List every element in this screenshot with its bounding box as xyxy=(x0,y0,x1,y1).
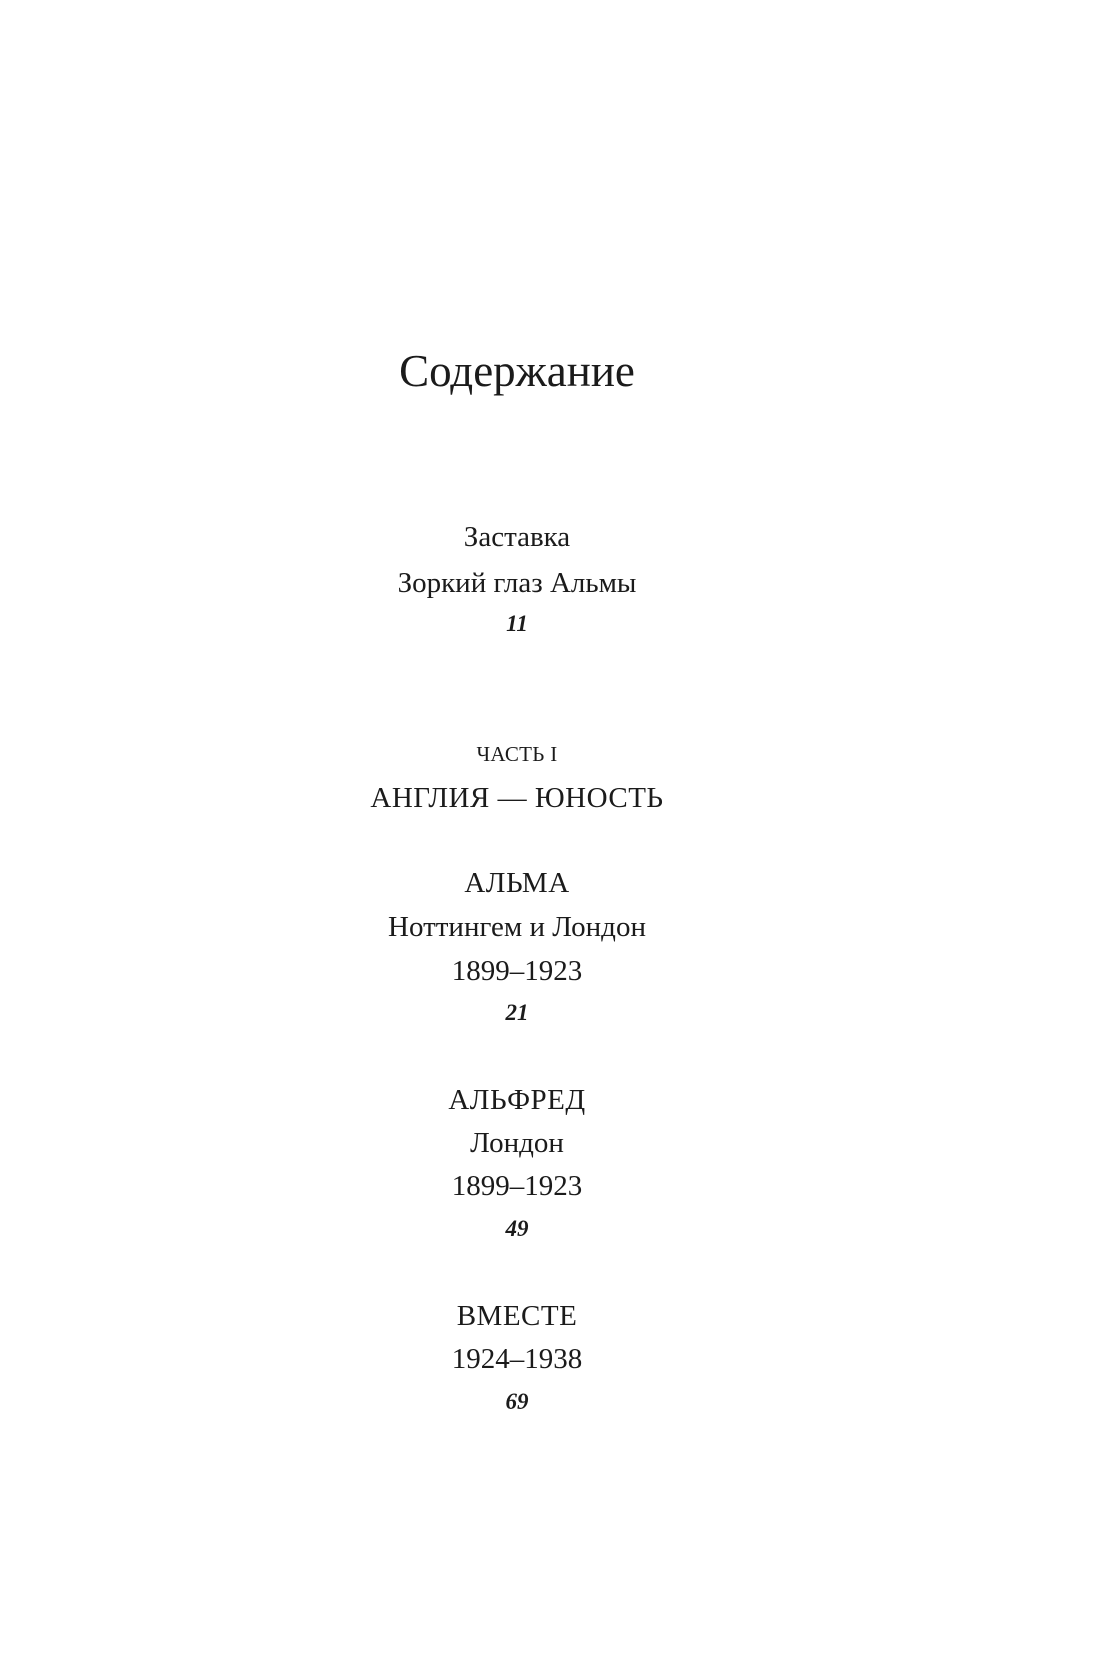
entry-page-number: 11 xyxy=(506,611,528,636)
chapter-page-number: 49 xyxy=(505,1216,529,1241)
chapter-title: АЛЬМА xyxy=(464,867,570,899)
chapter-title: АЛЬФРЕД xyxy=(448,1084,586,1116)
entry-subtitle: Зоркий глаз Альмы xyxy=(397,567,637,599)
entry-label: Заставка xyxy=(463,521,571,553)
part-title: АНГЛИЯ — ЮНОСТЬ xyxy=(370,782,664,814)
part-label: ЧАСТЬ I xyxy=(476,742,558,766)
chapter-page-number: 69 xyxy=(505,1389,529,1414)
page-title: Содержание xyxy=(399,346,635,396)
chapter-place: Ноттингем и Лондон xyxy=(388,911,646,943)
chapter-page-number: 21 xyxy=(505,1000,529,1025)
chapter-years: 1924–1938 xyxy=(451,1343,583,1375)
chapter-title: ВМЕСТЕ xyxy=(456,1300,578,1332)
chapter-years: 1899–1923 xyxy=(451,1170,583,1202)
chapter-place: Лондон xyxy=(470,1127,564,1159)
chapter-years: 1899–1923 xyxy=(451,955,583,987)
